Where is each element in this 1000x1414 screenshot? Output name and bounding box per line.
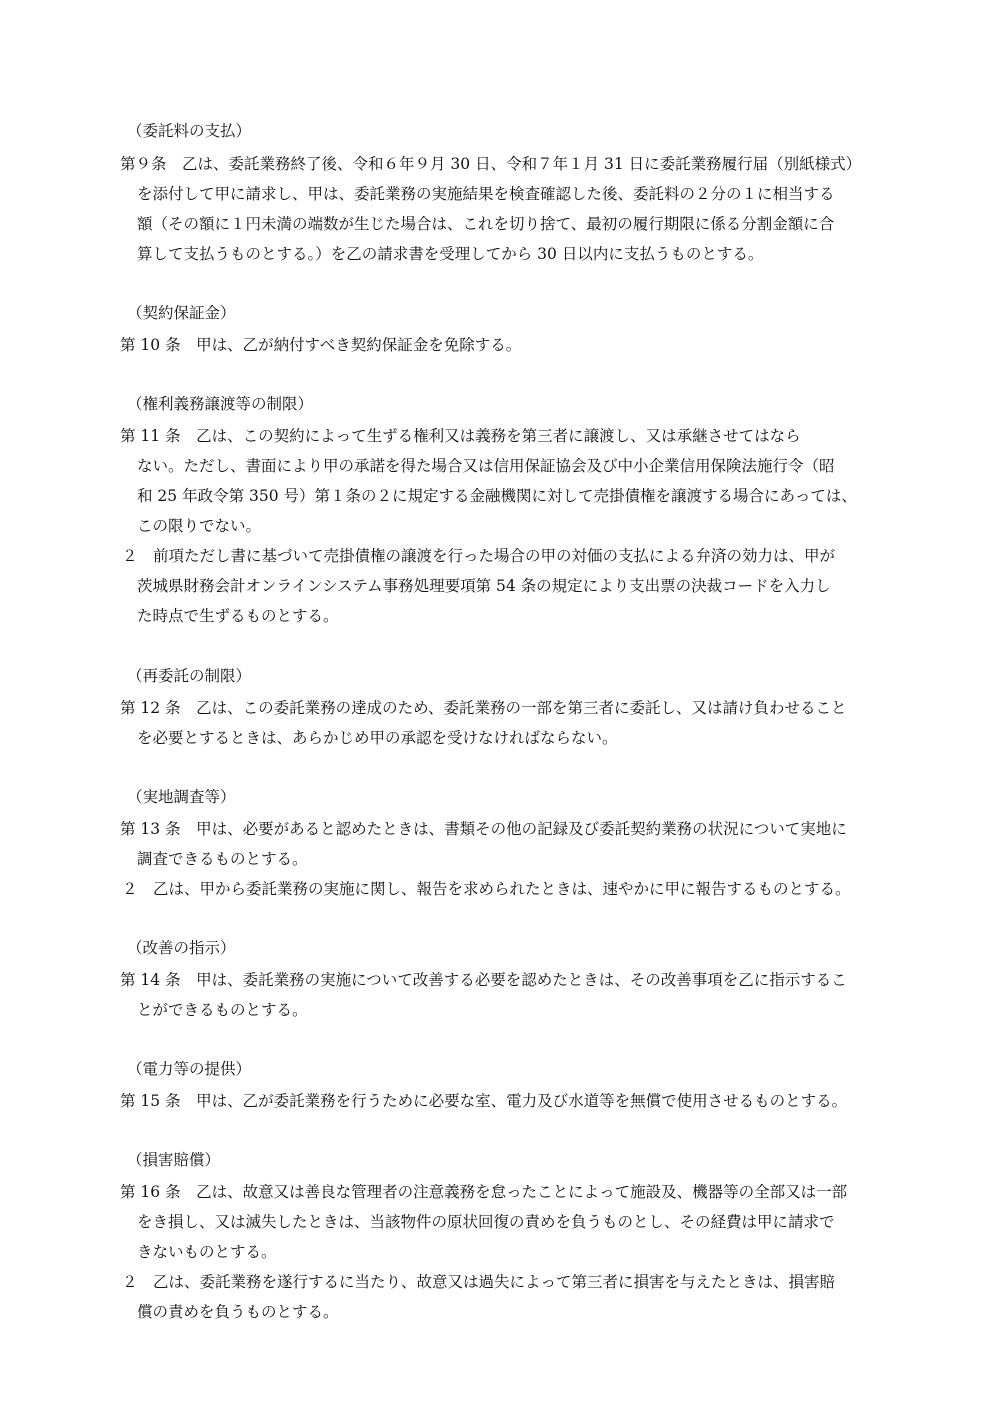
article-line: とができるものとする。	[137, 1001, 308, 1019]
article-line: た時点で生ずるものとする。	[137, 607, 339, 625]
article-line: 第 12 条 乙は、この委託業務の達成のため、委託業務の一部を第三者に委託し、又は請け負わせること	[120, 699, 847, 717]
article-line: 償の責めを負うものとする。	[137, 1303, 339, 1321]
article-line: この限りでない。	[137, 517, 262, 535]
article-line: 第 13 条 甲は、必要があると認めたときは、書類その他の記録及び委託契約業務の状況について実地に	[120, 820, 847, 838]
article-line: ２ 乙は、委託業務を遂行するに当たり、故意又は過失によって第三者に損害を与えたときは、損害賠	[122, 1273, 836, 1291]
article-line: 額（その額に１円未満の端数が生じた場合は、これを切り捨て、最初の履行期限に係る分割金額に合	[137, 215, 835, 233]
article-line: 和 25 年政令第 350 号）第１条の２に規定する金融機関に対して売掛債権を譲渡する場合にあっては、	[137, 487, 857, 505]
article-line: ない。ただし、書面により甲の承諾を得た場合又は信用保証協会及び中小企業信用保険法施行令（昭	[137, 457, 835, 475]
article-line: きないものとする。	[137, 1243, 277, 1261]
article-heading: （損害賠償）	[127, 1151, 221, 1169]
article-line: を添付して甲に請求し、甲は、委託業務の実施結果を検査確認した後、委託料の２分の１に相当する	[137, 185, 835, 203]
article-line: ２ 乙は、甲から委託業務の実施に関し、報告を求められたときは、速やかに甲に報告するものとする。	[122, 880, 851, 898]
article-line: 第 15 条 甲は、乙が委託業務を行うために必要な室、電力及び水道等を無償で使用させるものとする。	[120, 1092, 848, 1110]
article-line: 第９条 乙は、委託業務終了後、令和６年９月 30 日、令和７年１月 31 日に委託業務履行届（別紙様式）	[120, 155, 862, 173]
article-heading: （改善の指示）	[127, 939, 236, 957]
article-heading: （実地調査等）	[127, 788, 236, 806]
article-heading: （契約保証金）	[127, 304, 236, 322]
article-line: 第 14 条 甲は、委託業務の実施について改善する必要を認めたときは、その改善事項を乙に指示するこ	[120, 971, 847, 989]
article-line: をき損し、又は滅失したときは、当該物件の原状回復の責めを負うものとし、その経費は甲に請求で	[137, 1213, 835, 1231]
article-line: 茨城県財務会計オンラインシステム事務処理要項第 54 条の規定により支出票の決裁コードを入力し	[137, 577, 831, 595]
article-heading: （電力等の提供）	[127, 1060, 252, 1078]
article-line: を必要とするときは、あらかじめ甲の承認を受けなければならない。	[137, 729, 618, 747]
article-heading: （再委託の制限）	[127, 667, 252, 685]
article-line: 算して支払うものとする。）を乙の請求書を受理してから 30 日以内に支払うものとする。	[137, 245, 764, 263]
article-line: 第 10 条 甲は、乙が納付すべき契約保証金を免除する。	[120, 336, 522, 354]
article-heading: （権利義務譲渡等の制限）	[127, 395, 314, 413]
article-line: 第 16 条 乙は、故意又は善良な管理者の注意義務を怠ったことによって施設及、機器等の全部又は一部	[120, 1183, 848, 1201]
article-line: 調査できるものとする。	[137, 850, 308, 868]
article-line: 第 11 条 乙は、この契約によって生ずる権利又は義務を第三者に譲渡し、又は承継させてはなら	[120, 427, 801, 445]
article-line: ２ 前項ただし書に基づいて売掛債権の譲渡を行った場合の甲の対価の支払による弁済の効力は、甲が	[122, 547, 836, 565]
article-heading: （委託料の支払）	[127, 122, 252, 140]
